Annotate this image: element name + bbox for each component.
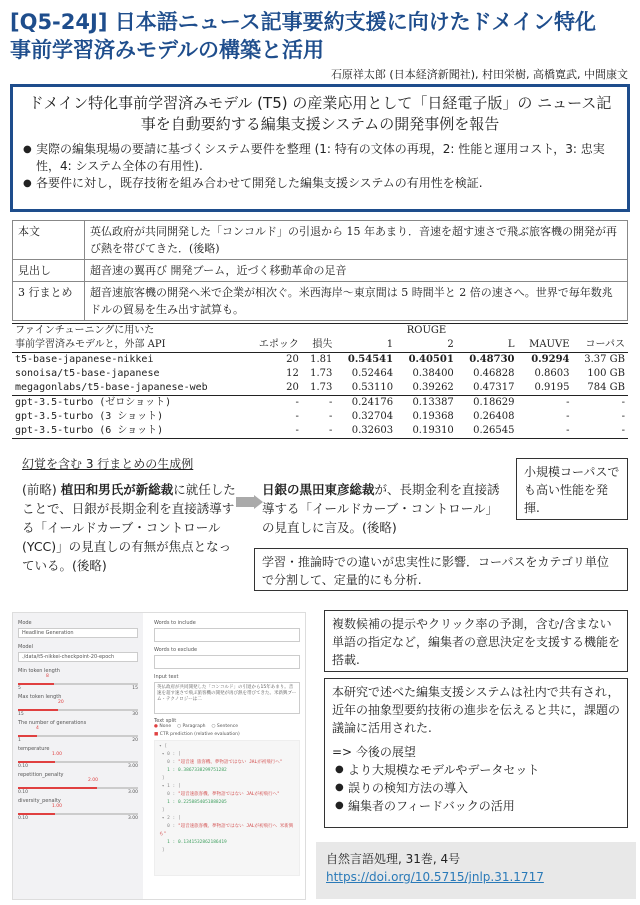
cell-epoch: - bbox=[295, 425, 299, 436]
score-2: 1 : 0.2258854051888205 bbox=[167, 800, 227, 805]
header-mauve: MAUVE bbox=[518, 338, 573, 353]
max-len-slider[interactable] bbox=[18, 709, 138, 711]
summary-bullet: ● 各要件に対し，既存技術を組み合わせて開発した編集支援システムの有用性を検証. bbox=[23, 175, 617, 192]
cell-loss: - bbox=[329, 411, 333, 422]
cell-rl: 0.26408 bbox=[473, 411, 515, 422]
output-1: "超音速 旅客機、夢物語ではない JALが初飛行へ" bbox=[177, 760, 283, 765]
temp-value: 1.00 bbox=[52, 752, 63, 757]
gens-value: 4 bbox=[36, 726, 39, 731]
app-screenshot bbox=[12, 612, 306, 900]
div-hi: 3.00 bbox=[127, 816, 138, 821]
example-text: 超音速の翼再び 開発ブーム，近づく移動革命の足音 bbox=[85, 260, 628, 282]
settings-panel bbox=[13, 613, 143, 899]
cell-model: gpt-3.5-turbo (3 ショット) bbox=[15, 411, 164, 422]
output-3: "超音速旅客機、夢物語ではない JALが初飛行へ 米新興も" bbox=[159, 824, 294, 837]
example-text: 超音速旅客機の開発へ米で企業が相次ぐ。米西海岸〜東京間は 5 時間半と 2 倍の速さへ。世界で毎年数兆ドルの貿易を生み出す試算も。 bbox=[85, 282, 628, 321]
cell-mauve: - bbox=[518, 396, 573, 411]
max-len-label: Max token length bbox=[18, 694, 62, 700]
gens-lo: 1 bbox=[18, 738, 21, 743]
ctr-checkbox[interactable]: ■ CTR prediction (relative evaluation) bbox=[154, 732, 240, 737]
output-post: が、長期金利を直接誘導する「イールドカーブ・コントロール」の見直しに言及。(後略) bbox=[262, 482, 500, 535]
table-row bbox=[12, 381, 628, 396]
cell-r2: 0.39262 bbox=[412, 382, 454, 393]
output-highlight: 日銀の黒田東彦総裁 bbox=[262, 482, 375, 497]
model-label: Model bbox=[18, 644, 34, 650]
output-2: "超音速旅客機、夢物語ではない JALが初飛行へ" bbox=[177, 792, 280, 797]
cell-model: t5-base-japanese-nikkei bbox=[15, 354, 154, 365]
input-textarea[interactable]: 英仏政府が共同開発した「コンコルド」の引退から15年あまり。音速を超す速さで飛ぶ旅客機の開発が再び熱を帯びてきた。米新興ブーム・テクノロジーは二 bbox=[154, 682, 300, 714]
future-list bbox=[332, 761, 620, 815]
source-post: に就任したことで、日銀が長期金利を直接誘導する「イールドカーブ・コントロール (YCC)」の見直しの有無が焦点となっている。(後略) bbox=[22, 482, 236, 573]
cell-mauve: 0.9294 bbox=[531, 354, 570, 365]
callout-faithfulness: 学習・推論時での違いが忠実性に影響．コーパスをカテゴリ単位で分割して、定量的にも分析. bbox=[254, 548, 628, 591]
example-label: 見出し bbox=[13, 260, 85, 282]
header-rouge-1: 1 bbox=[335, 338, 396, 353]
future-item: ● より大規模なモデルやデータセット bbox=[332, 761, 620, 779]
cell-loss: 1.81 bbox=[310, 354, 333, 365]
cell-loss: 1.73 bbox=[310, 368, 333, 379]
cell-rl: 0.18629 bbox=[457, 396, 518, 411]
header-rouge: ROUGE bbox=[406, 325, 447, 336]
mode-select[interactable]: Headline Generation bbox=[18, 628, 138, 638]
hallucination-title: 幻覚を含む 3 行まとめの生成例 bbox=[22, 457, 194, 471]
exclude-label: Words to exclude bbox=[154, 647, 198, 653]
example-row bbox=[13, 221, 628, 260]
rep-slider[interactable] bbox=[18, 787, 138, 789]
cell-model: gpt-3.5-turbo (6 ショット) bbox=[15, 425, 164, 436]
authors: 石原祥太郎 (日本経済新聞社), 村田栄樹, 高橋寛武, 中間康文 bbox=[330, 68, 628, 81]
example-text: 英仏政府が共同開発した「コンコルド」の引退から 15 年あまり．音速を超す速さで飛ぶ旅客機の開発が再び熱を帯びてきた．(後略) bbox=[85, 221, 628, 260]
div-label: diversity_penalty bbox=[18, 798, 61, 804]
include-label: Words to include bbox=[154, 620, 196, 626]
gens-label: The number of generations bbox=[18, 720, 87, 726]
source-highlight: 植田和男氏が新総裁 bbox=[60, 482, 174, 497]
gens-hi: 20 bbox=[132, 738, 138, 743]
rep-lo: 0.10 bbox=[18, 790, 29, 795]
source-pre: (前略) bbox=[22, 482, 61, 497]
example-row bbox=[13, 282, 628, 321]
cell-corpus: - bbox=[621, 411, 625, 422]
radio-sentence-label: Sentence bbox=[216, 724, 239, 729]
callout-conclusion bbox=[324, 678, 628, 828]
output-json: ▾ [ ▾ 0 : [ 0 : "超音速 旅客機、夢物語ではない JALが初飛行へ" 1 : 0.3867338299751282 ] ▾ 1 : [ 0 : "超音速旅客機、夢物語ではない JALが初飛行へ" 1 : 0.2258854051888205 ] ▾ 2 : [ 0 : "超音速旅客機、夢物語ではない JALが初飛行へ 米新興も" 1 : 0.1341532862186419 ] bbox=[154, 740, 300, 876]
cell-mauve: - bbox=[566, 425, 570, 436]
max-len-hi: 30 bbox=[132, 712, 138, 717]
cell-rl: 0.47317 bbox=[473, 382, 515, 393]
temp-lo: 0.10 bbox=[18, 764, 29, 769]
header-model-2: 事前学習済みモデルと，外部 API bbox=[12, 338, 247, 353]
summary-headline: ドメイン特化事前学習済みモデル (T5) の産業応用として「日経電子版」の ニュース記事を自動要約する編集支援システムの開発事例を報告 bbox=[28, 94, 612, 133]
citation-journal: 自然言語処理, 31巻, 4号 bbox=[326, 852, 461, 866]
min-len-lo: 5 bbox=[18, 686, 21, 691]
radio-paragraph-label: Paragraph bbox=[182, 724, 206, 729]
max-len-value: 20 bbox=[58, 700, 64, 705]
cell-corpus: 100 GB bbox=[587, 368, 625, 379]
cell-loss: 1.73 bbox=[310, 382, 333, 393]
radio-sentence[interactable]: ○ Sentence bbox=[211, 724, 239, 729]
div-value: 1.00 bbox=[52, 804, 63, 809]
cell-mauve: - bbox=[566, 411, 570, 422]
model-select[interactable]: ./data/t5-nikkei-checkpoint-20-epoch bbox=[18, 652, 138, 662]
cell-rl: 0.26545 bbox=[473, 425, 515, 436]
cell-r2: 0.19368 bbox=[412, 411, 454, 422]
cell-r1: 0.32603 bbox=[351, 425, 394, 436]
citation-box bbox=[316, 842, 636, 899]
callout-small-corpus: 小規模コーパスでも高い性能を発揮. bbox=[516, 458, 628, 520]
radio-none[interactable]: ● None bbox=[154, 724, 172, 729]
cell-epoch: - bbox=[247, 396, 302, 411]
rep-value: 2.00 bbox=[88, 778, 99, 783]
div-lo: 0.10 bbox=[18, 816, 29, 821]
exclude-input[interactable] bbox=[154, 655, 300, 669]
hallucination-output bbox=[262, 480, 508, 537]
div-slider[interactable] bbox=[18, 813, 138, 815]
future-item: ● 誤りの検知方法の導入 bbox=[332, 779, 620, 797]
rep-hi: 3.00 bbox=[127, 790, 138, 795]
include-input[interactable] bbox=[154, 628, 300, 642]
cell-loss: - bbox=[329, 425, 333, 436]
cell-model: gpt-3.5-turbo (ゼロショット) bbox=[12, 396, 247, 411]
example-row bbox=[13, 260, 628, 282]
ctr-label: CTR prediction (relative evaluation) bbox=[159, 732, 240, 737]
cell-corpus: - bbox=[573, 396, 629, 411]
cell-r1: 0.32704 bbox=[351, 411, 394, 422]
cell-rl: 0.48730 bbox=[469, 354, 515, 365]
cell-corpus: 3.37 GB bbox=[584, 354, 625, 365]
results-table bbox=[12, 323, 628, 439]
callout-features: 複数候補の提示やクリック率の予測，含む/含まない単語の指定など，編集者の意思決定を支援する機能を搭載. bbox=[324, 610, 628, 672]
header-model-1: ファインチューニングに用いた bbox=[15, 325, 155, 336]
min-len-label: Min token length bbox=[18, 668, 60, 674]
cell-r1: 0.54541 bbox=[347, 354, 394, 365]
table-row bbox=[12, 424, 628, 439]
future-item: ● 編集者のフィードバックの活用 bbox=[332, 797, 620, 815]
main-panel bbox=[149, 613, 305, 899]
doi-link[interactable]: https://doi.org/10.5715/jnlp.31.1717 bbox=[326, 870, 544, 884]
table-row bbox=[12, 410, 628, 424]
score-1: 1 : 0.3867338299751282 bbox=[167, 768, 227, 773]
cell-mauve: 0.9195 bbox=[534, 382, 570, 393]
split-label: Text split bbox=[154, 718, 177, 724]
radio-paragraph[interactable]: ○ Paragraph bbox=[177, 724, 206, 729]
hallucination-source bbox=[22, 480, 237, 575]
cell-r1: 0.24176 bbox=[335, 396, 396, 411]
title-line-2: 事前学習済みモデルの構築と活用 bbox=[10, 38, 324, 62]
future-heading: => 今後の展望 bbox=[332, 745, 416, 759]
header-epoch: エポック bbox=[247, 338, 302, 353]
table-row bbox=[12, 396, 628, 411]
cell-model: sonoisa/t5-base-japanese bbox=[15, 368, 160, 379]
split-radio-group bbox=[154, 724, 300, 729]
cell-r2: 0.19310 bbox=[412, 425, 454, 436]
cell-epoch: 12 bbox=[286, 368, 299, 379]
cell-mauve: 0.8603 bbox=[534, 368, 570, 379]
cell-r2: 0.38400 bbox=[412, 368, 454, 379]
temp-label: temperature bbox=[18, 746, 50, 752]
cell-model: megagonlabs/t5-base-japanese-web bbox=[15, 382, 208, 393]
header-rouge-2: 2 bbox=[396, 338, 457, 353]
radio-none-label: None bbox=[159, 724, 172, 729]
min-len-value: 8 bbox=[46, 674, 49, 679]
summary-bullet: ● 実際の編集現場の要請に基づくシステム要件を整理 (1: 特有の文体の再現，2: 性能と運用コスト，3: 忠実性，4: システム全体の有用性). bbox=[23, 141, 617, 175]
temp-hi: 3.00 bbox=[127, 764, 138, 769]
gens-slider[interactable] bbox=[18, 735, 138, 737]
cell-r1: 0.52464 bbox=[351, 368, 394, 379]
title-line-1: [Q5-24J] 日本語ニュース記事要約支援に向けたドメイン特化 bbox=[10, 10, 597, 34]
cell-loss: - bbox=[302, 396, 335, 411]
cell-corpus: - bbox=[621, 425, 625, 436]
poster-title bbox=[10, 8, 630, 64]
cell-rl: 0.46828 bbox=[473, 368, 515, 379]
cell-r2: 0.13387 bbox=[396, 396, 457, 411]
min-len-hi: 15 bbox=[132, 686, 138, 691]
temp-slider[interactable] bbox=[18, 761, 138, 763]
table-row bbox=[12, 353, 628, 368]
table-row bbox=[12, 367, 628, 381]
mode-label: Mode bbox=[18, 620, 32, 626]
cell-epoch: - bbox=[295, 411, 299, 422]
input-label: Input text bbox=[154, 674, 179, 680]
score-3: 1 : 0.1341532862186419 bbox=[167, 840, 227, 845]
example-table bbox=[12, 220, 628, 321]
min-len-slider[interactable] bbox=[18, 683, 138, 685]
rep-label: repetition_penalty bbox=[18, 772, 64, 778]
max-len-lo: 15 bbox=[18, 712, 24, 717]
example-label: 本文 bbox=[13, 221, 85, 260]
conclusion-text: 本研究で述べた編集支援システムは社内で共有され，近年の抽象型要約技術の進歩を伝えると共に，課題の議論に活用された. bbox=[332, 685, 621, 735]
cell-epoch: 20 bbox=[286, 354, 299, 365]
example-label: 3 行まとめ bbox=[13, 282, 85, 321]
cell-r1: 0.53110 bbox=[351, 382, 394, 393]
arrow-right-icon bbox=[236, 495, 264, 509]
header-loss: 損失 bbox=[302, 338, 335, 353]
cell-r2: 0.40501 bbox=[408, 354, 454, 365]
cell-corpus: 784 GB bbox=[587, 382, 625, 393]
summary-list bbox=[23, 141, 617, 192]
cell-epoch: 20 bbox=[286, 382, 299, 393]
summary-box bbox=[10, 84, 630, 212]
header-rouge-l: L bbox=[457, 338, 518, 353]
header-corpus: コーパス bbox=[573, 338, 629, 353]
